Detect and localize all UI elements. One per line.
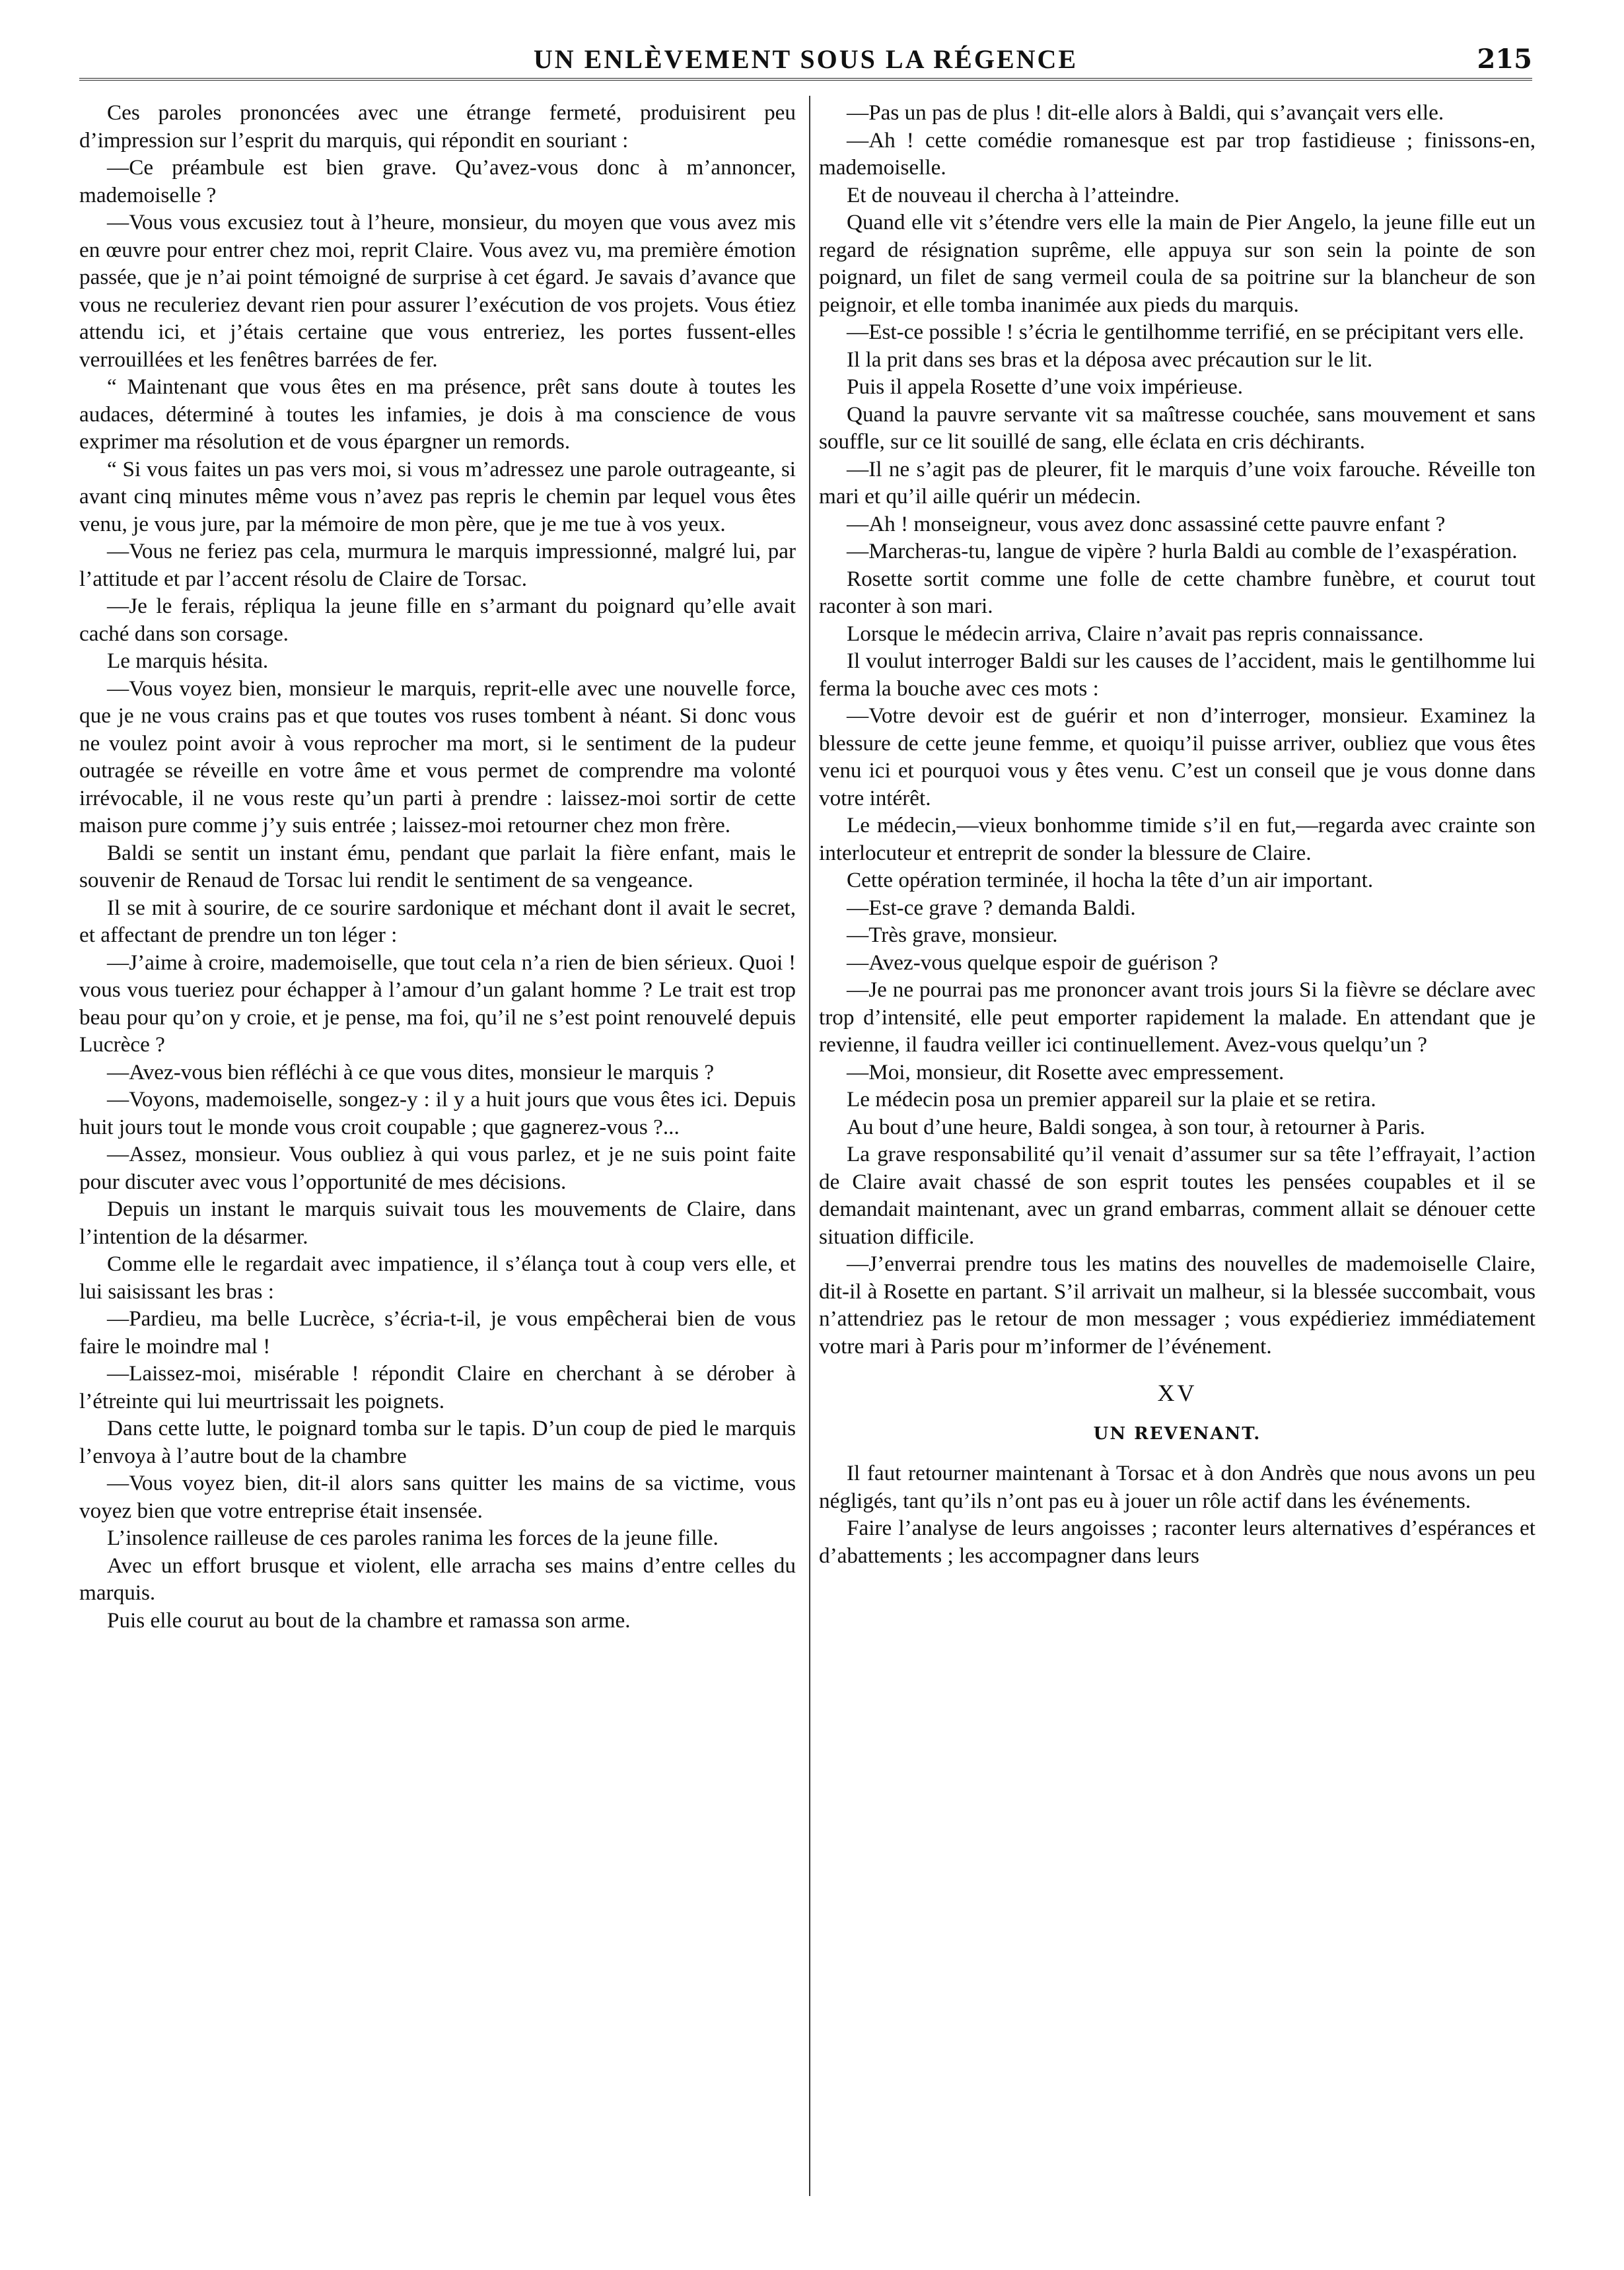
- paragraph: —Votre devoir est de guérir et non d’interroger, monsieur. Examinez la blessure de cette jeune femme, et quoiqu’il puisse arriver, oubliez que vous êtes venu ici et pourquoi vous y êtes venu. C’est un conseil que je vous donne dans votre intérêt.: [819, 703, 1536, 810]
- paragraph: —Ah ! cette comédie romanesque est par trop fastidieuse ; finissons-en, mademoiselle.: [819, 127, 1536, 180]
- paragraph: —Pardieu, ma belle Lucrèce, s’écria-t-il, je vous empêcherai bien de vous faire le moindre mal !: [79, 1306, 796, 1359]
- paragraph: Et de nouveau il chercha à l’atteindre.: [847, 182, 1180, 207]
- paragraph: —Voyons, mademoiselle, songez-y : il y a huit jours que vous êtes ici. Depuis huit jours tout le monde vous croit coupable ; que gagnerez-vous ?...: [79, 1087, 796, 1139]
- paragraph: Le médecin posa un premier appareil sur la plaie et se retira.: [847, 1087, 1376, 1112]
- paragraph: —J’aime à croire, mademoiselle, que tout cela n’a rien de bien sérieux. Quoi ! vous vous tueriez pour échapper à l’amour d’un galant homme ? Le trait est trop beau pour qu’on y croie, et je pense, ma foi, qu’il ne s’est point renouvelé depuis Lucrèce ?: [79, 950, 796, 1057]
- paragraph: “ Maintenant que vous êtes en ma présence, prêt sans doute à toutes les audaces, déterminé à toutes les infamies, je dois à ma conscience de vous exprimer ma résolution et de vous épargner un remords.: [79, 374, 796, 454]
- paragraph: Le marquis hésita.: [107, 649, 269, 673]
- page-header: [79, 38, 1532, 81]
- column-divider: [809, 96, 810, 2196]
- paragraph: —Laissez-moi, misérable ! répondit Claire en cherchant à se dérober à l’étreinte qui lui meurtrissait les poignets.: [79, 1361, 796, 1413]
- right-column: [819, 99, 1536, 2246]
- paragraph: —Ce préambule est bien grave. Qu’avez-vous donc à m’annoncer, mademoiselle ?: [79, 155, 796, 207]
- paragraph: —Vous voyez bien, monsieur le marquis, reprit-elle avec une nouvelle force, que je ne vous crains pas et que toutes vos ruses tombent à néant. Si donc vous ne voulez point avoir à vous reprocher ma mort, si le sentiment de la pudeur outragée se réveille en votre âme et vous permet de comprendre ma volonté irrévocable, il ne vous reste qu’un parti à prendre : laissez-moi sortir de cette maison pure comme j’y suis entrée ; laissez-moi retourner chez mon frère.: [79, 676, 796, 837]
- paragraph: —Je ne pourrai pas me prononcer avant trois jours Si la fièvre se déclare avec trop d’intensité, elle peut emporter rapidement la malade. En attendant que je revienne, il faudra veiller ici continuellement. Avez-vous quelqu’un ?: [819, 977, 1536, 1057]
- paragraph: —Moi, monsieur, dit Rosette avec empressement.: [847, 1059, 1285, 1084]
- paragraph: —Assez, monsieur. Vous oubliez à qui vous parlez, et je ne suis point faite pour discuter avec vous l’opportunité de mes décisions.: [79, 1142, 796, 1194]
- paragraph: Dans cette lutte, le poignard tomba sur le tapis. D’un coup de pied le marquis l’envoya à l’autre bout de la chambre: [79, 1416, 796, 1468]
- paragraph: Quand elle vit s’étendre vers elle la main de Pier Angelo, la jeune fille eut un regard de résignation suprême, elle appuya sur son sein la pointe de son poignard, un filet de sang vermeil coula de sa poitrine sur la blancheur de son peignoir, et elle tomba inanimée aux pieds du marquis.: [819, 210, 1536, 317]
- running-title: UN ENLÈVEMENT SOUS LA RÉGENCE: [533, 44, 1078, 74]
- paragraph: —Avez-vous quelque espoir de guérison ?: [847, 950, 1218, 975]
- paragraph: “ Si vous faites un pas vers moi, si vous m’adressez une parole outrageante, si avant cinq minutes même vous n’avez pas repris le chemin par lequel vous êtes venu, je vous jure, par la mémoire de mon père, que je me tue à vos yeux.: [79, 456, 796, 536]
- chapter-title: UN REVENANT.: [1093, 1423, 1261, 1444]
- paragraph: —Je le ferais, répliqua la jeune fille en s’armant du poignard qu’elle avait caché dans son corsage.: [79, 594, 796, 646]
- paragraph: —Très grave, monsieur.: [847, 923, 1058, 947]
- paragraph: Puis elle courut au bout de la chambre et ramassa son arme.: [107, 1608, 631, 1633]
- paragraph: Lorsque le médecin arriva, Claire n’avait pas repris connaissance.: [847, 621, 1424, 646]
- paragraph: Depuis un instant le marquis suivait tous les mouvements de Claire, dans l’intention de la désarmer.: [79, 1197, 796, 1249]
- paragraph: L’insolence railleuse de ces paroles ranima les forces de la jeune fille.: [107, 1526, 719, 1550]
- paragraph: Le médecin,—vieux bonhomme timide s’il en fut,—regarda avec crainte son interlocuteur et entreprit de sonder la blessure de Claire.: [819, 813, 1536, 865]
- paragraph: Ces paroles prononcées avec une étrange fermeté, produisirent peu d’impression sur l’esprit du marquis, qui répondit en souriant :: [79, 100, 796, 153]
- paragraph: Cette opération terminée, il hocha la tête d’un air important.: [847, 868, 1374, 892]
- chapter-number: XV: [1157, 1380, 1197, 1406]
- paragraph: Avec un effort brusque et violent, elle arracha ses mains d’entre celles du marquis.: [79, 1553, 796, 1605]
- paragraph: Au bout d’une heure, Baldi songea, à son tour, à retourner à Paris.: [847, 1114, 1426, 1139]
- paragraph: Il la prit dans ses bras et la déposa avec précaution sur le lit.: [847, 347, 1373, 372]
- paragraph: —Vous voyez bien, dit-il alors sans quitter les mains de sa victime, vous voyez bien que votre entreprise était insensée.: [79, 1471, 796, 1523]
- page-number: 215: [1477, 44, 1532, 75]
- paragraph: —Ah ! monseigneur, vous avez donc assassiné cette pauvre enfant ?: [847, 511, 1446, 536]
- left-column: [79, 99, 796, 2246]
- paragraph: —Pas un pas de plus ! dit-elle alors à Baldi, qui s’avançait vers elle.: [847, 100, 1444, 125]
- paragraph: Comme elle le regardait avec impatience, il s’élança tout à coup vers elle, et lui saisissant les bras :: [79, 1252, 796, 1304]
- paragraph: Rosette sortit comme une folle de cette chambre funèbre, et courut tout raconter à son mari.: [819, 566, 1536, 618]
- paragraph: Il faut retourner maintenant à Torsac et à don Andrès que nous avons un peu négligés, tant qu’ils n’ont pas eu à jouer un rôle actif dans les événements.: [819, 1461, 1536, 1513]
- paragraph: —Est-ce possible ! s’écria le gentilhomme terrifié, en se précipitant vers elle.: [847, 320, 1524, 344]
- paragraph: Quand la pauvre servante vit sa maîtresse couchée, sans mouvement et sans souffle, sur ce lit souillé de sang, elle éclata en cris déchirants.: [819, 402, 1536, 454]
- paragraph: —Vous ne feriez pas cela, murmura le marquis impressionné, malgré lui, par l’attitude et par l’accent résolu de Claire de Torsac.: [79, 539, 796, 591]
- paragraph: Puis il appela Rosette d’une voix impérieuse.: [847, 374, 1244, 399]
- paragraph: —Vous vous excusiez tout à l’heure, monsieur, du moyen que vous avez mis en œuvre pour entrer chez moi, reprit Claire. Vous avez vu, ma première émotion passée, que je n’ai point témoigné de surprise à cet égard. Je savais d’avance que vous ne reculeriez devant rien pour assurer l’exécution de vos projets. Vous étiez attendu ici, et j’étais certaine que vous entreriez, les portes fussent-elles verrouillées et les fenêtres barrées de fer.: [79, 210, 796, 372]
- paragraph: La grave responsabilité qu’il venait d’assumer sur sa tête l’effrayait, l’action de Claire avait chassé de son esprit toutes les pensées coupables et il se demandait maintenant, avec un grand embarras, comment allait se dénouer cette situation difficile.: [819, 1142, 1536, 1249]
- paragraph: Baldi se sentit un instant ému, pendant que parlait la fière enfant, mais le souvenir de Renaud de Torsac lui rendit le sentiment de sa vengeance.: [79, 840, 796, 892]
- paragraph: Faire l’analyse de leurs angoisses ; raconter leurs alternatives d’espérances et d’abattements ; les accompagner dans leurs: [819, 1516, 1536, 1568]
- paragraph: —Avez-vous bien réfléchi à ce que vous dites, monsieur le marquis ?: [107, 1059, 715, 1084]
- paragraph: Il se mit à sourire, de ce sourire sardonique et méchant dont il avait le secret, et affectant de prendre un ton léger :: [79, 895, 796, 947]
- paragraph: —Il ne s’agit pas de pleurer, fit le marquis d’une voix farouche. Réveille ton mari et qu’il aille quérir un médecin.: [819, 456, 1536, 509]
- paragraph: Il voulut interroger Baldi sur les causes de l’accident, mais le gentilhomme lui ferma la bouche avec ces mots :: [819, 649, 1536, 701]
- paragraph: —Marcheras-tu, langue de vipère ? hurla Baldi au comble de l’exaspération.: [847, 539, 1518, 563]
- paragraph: —J’enverrai prendre tous les matins des nouvelles de mademoiselle Claire, dit-il à Rosette en partant. S’il arrivait un malheur, si la blessée succombait, vous n’attendriez pas le retour de mon messager ; vous expédieriez immédiatement votre mari à Paris pour m’informer de l’événement.: [819, 1252, 1536, 1359]
- paragraph: —Est-ce grave ? demanda Baldi.: [847, 895, 1136, 920]
